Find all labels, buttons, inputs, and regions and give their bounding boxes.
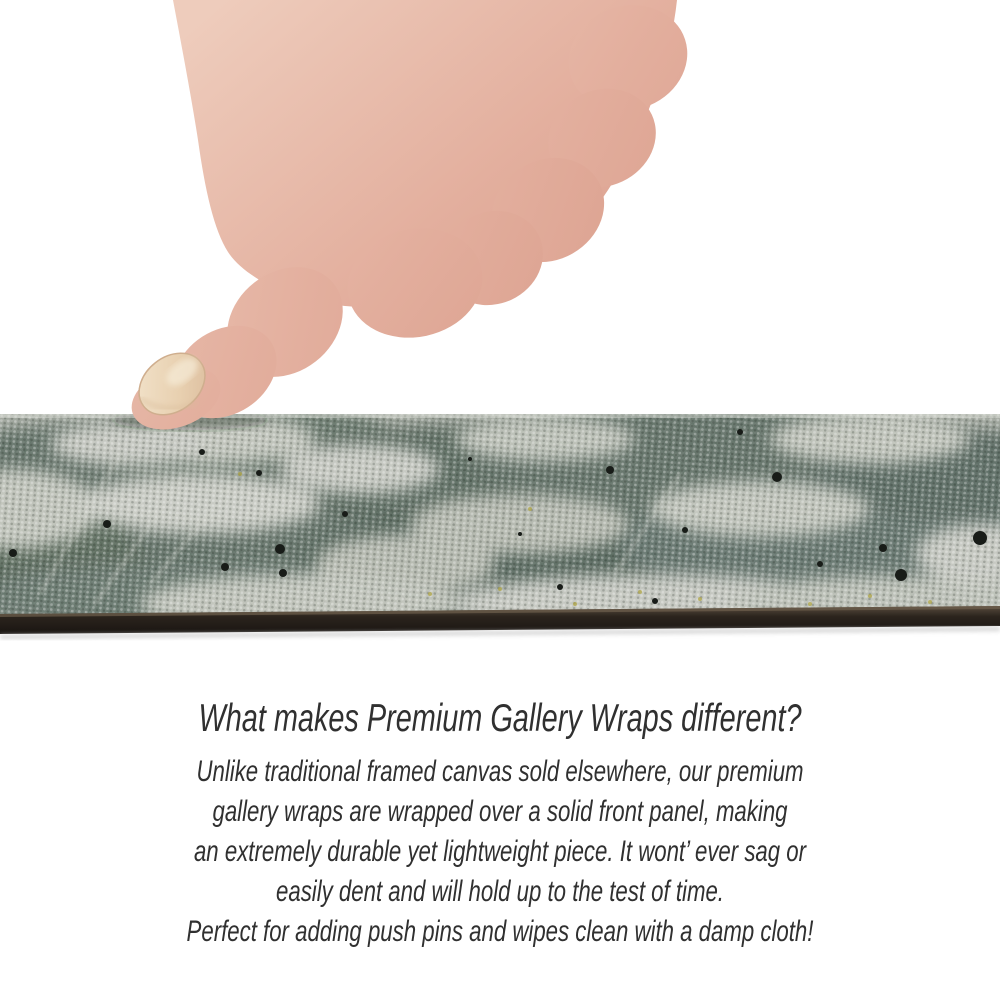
canvas-edge-photo (0, 414, 1000, 650)
marketing-line-5: Perfect for adding push pins and wipes clean with a damp cloth! (186, 915, 814, 948)
marketing-line-2: gallery wraps are wrapped over a solid front panel, making (212, 795, 788, 828)
hand-silhouette (123, 0, 701, 441)
marketing-line-3: an extremely durable yet lightweight piece. It wont’ ever sag or (193, 835, 807, 868)
copy-section (0, 694, 1000, 952)
marketing-line-1: Unlike traditional framed canvas sold elsewhere, our premium (196, 755, 804, 788)
marketing-heading: What makes Premium Gallery Wraps different? (198, 697, 802, 740)
hand-photo (0, 0, 1000, 445)
marketing-line-4: easily dent and will hold up to the test of time. (276, 875, 724, 908)
